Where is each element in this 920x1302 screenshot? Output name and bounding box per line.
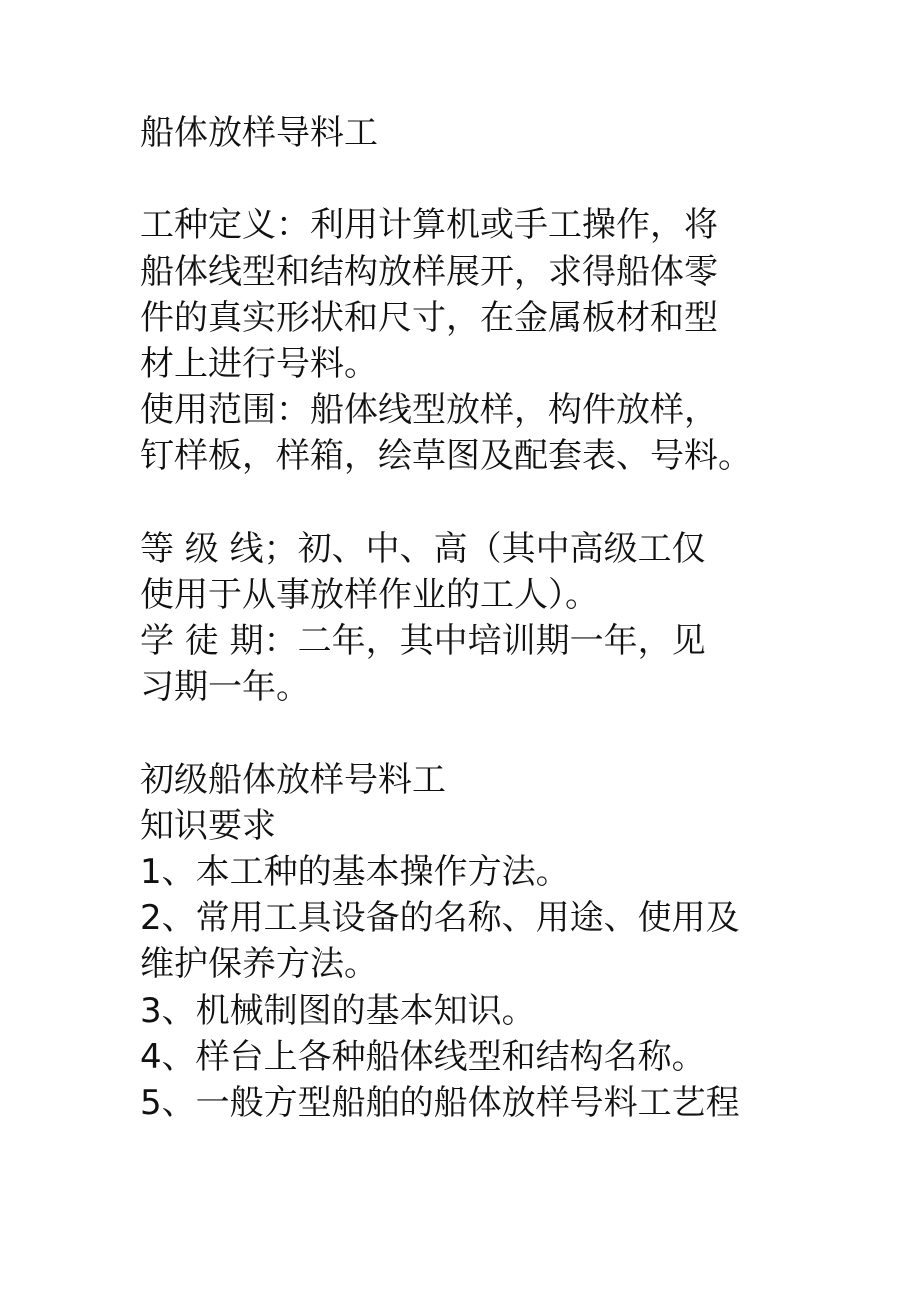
blank-line <box>140 710 790 756</box>
grade-line: 使用于从事放样作业的工人）。 <box>140 574 599 615</box>
grade-paragraph <box>140 526 790 618</box>
knowledge-item: 1、本工种的基本操作方法。 <box>140 852 570 892</box>
knowledge-item: 5、一般方型船舶的船体放样号料工艺程 <box>140 1082 740 1123</box>
definition-line: 工种定义：利用计算机或手工操作，将 <box>140 205 718 246</box>
blank-line <box>140 156 790 202</box>
level-title: 初级船体放样号料工 <box>140 759 446 800</box>
knowledge-heading: 知识要求 <box>140 805 276 846</box>
document-title: 船体放样导料工 <box>140 113 378 153</box>
definition-line: 船体线型和结构放样展开，求得船体零 <box>140 251 718 292</box>
grade-line: 等 级 线；初、中、高（其中高级工仅 <box>140 528 706 569</box>
scope-line: 使用范围：船体线型放样，构件放样， <box>140 390 718 431</box>
definition-line: 材上进行号料。 <box>140 343 378 384</box>
document-body <box>140 110 790 1126</box>
definition-line: 件的真实形状和尺寸，在金属板材和型 <box>140 297 718 338</box>
knowledge-item: 维护保养方法。 <box>140 944 378 985</box>
apprenticeship-line: 学 徒 期：二年，其中培训期一年，见 <box>140 621 706 662</box>
knowledge-item: 2、常用工具设备的名称、用途、使用及 <box>140 898 740 939</box>
knowledge-item: 3、机械制图的基本知识。 <box>140 990 536 1031</box>
knowledge-list <box>140 849 790 1126</box>
apprenticeship-paragraph <box>140 618 790 710</box>
knowledge-item: 4、样台上各种船体线型和结构名称。 <box>140 1036 706 1077</box>
scope-paragraph <box>140 387 790 479</box>
scope-line: 钉样板，样箱，绘草图及配套表、号料。 <box>140 436 752 477</box>
blank-line <box>140 480 790 526</box>
definition-paragraph <box>140 202 790 387</box>
apprenticeship-line: 习期一年。 <box>140 667 310 708</box>
